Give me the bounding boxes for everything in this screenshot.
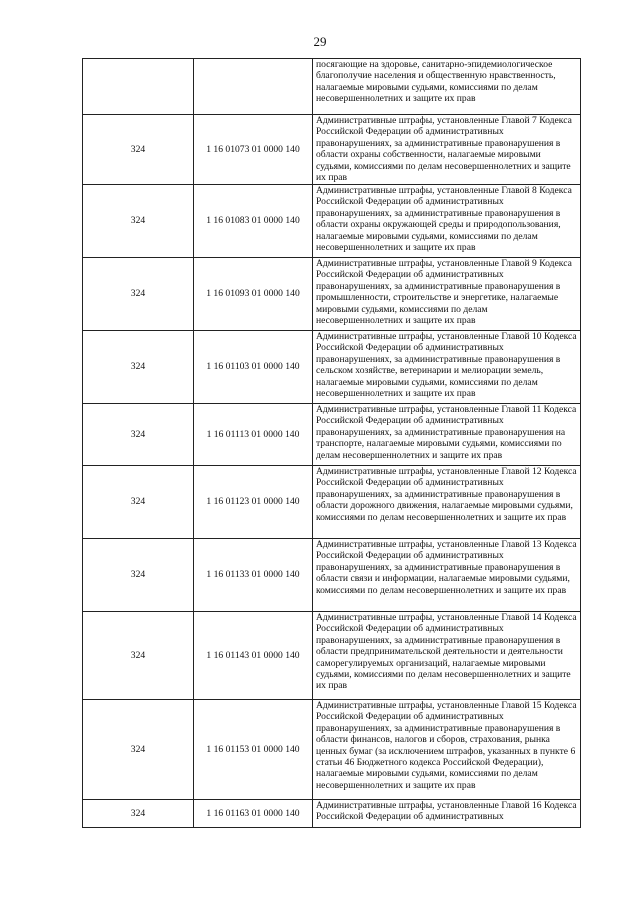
table-row (83, 59, 581, 115)
table-row (83, 539, 581, 612)
table-row (83, 115, 581, 185)
budget-code-cell: 1 16 01133 01 0000 140 (194, 539, 313, 612)
budget-code-cell: 1 16 01163 01 0000 140 (194, 800, 313, 828)
table-row (83, 700, 581, 800)
description-cell: Административные штрафы, установленные Главой 12 Кодекса Российской Федерации об административных правонарушениях, за административные правонарушения в области дорожного движения, налагаемые мировыми судьями, комиссиями по делам несовершеннолетних и защите их прав (313, 466, 581, 539)
admin-code-cell: 324 (83, 331, 194, 404)
admin-code-cell: 324 (83, 115, 194, 185)
description-cell: Административные штрафы, установленные Главой 16 Кодекса Российской Федерации об административных (313, 800, 581, 828)
admin-code-cell: 324 (83, 539, 194, 612)
table-row (83, 258, 581, 331)
budget-codes-table (82, 58, 581, 828)
budget-code-cell: 1 16 01123 01 0000 140 (194, 466, 313, 539)
admin-code-cell (83, 59, 194, 115)
table-row (83, 331, 581, 404)
budget-code-cell: 1 16 01083 01 0000 140 (194, 185, 313, 258)
description-cell: Административные штрафы, установленные Главой 8 Кодекса Российской Федерации об административных правонарушениях, за административные правонарушения в области охраны окружающей среды и природопользования, налагаемые мировыми судьями, комиссиями по делам несовершеннолетних и защите их прав (313, 185, 581, 258)
table-row (83, 612, 581, 700)
description-cell: Административные штрафы, установленные Главой 10 Кодекса Российской Федерации об административных правонарушениях, за административные правонарушения в сельском хозяйстве, ветеринарии и мелиорации земель, налагаемые мировыми судьями, комиссиями по делам несовершеннолетних и защите их прав (313, 331, 581, 404)
description-cell: посягающие на здоровье, санитарно-эпидемиологическое благополучие населения и общественную нравственность, налагаемые мировыми судьями, комиссиями по делам несовершеннолетних и защите их прав (313, 59, 581, 115)
budget-code-cell: 1 16 01143 01 0000 140 (194, 612, 313, 700)
description-cell: Административные штрафы, установленные Главой 11 Кодекса Российской Федерации об административных правонарушениях, за административные правонарушения на транспорте, налагаемые мировыми судьями, комиссиями по делам несовершеннолетних и защите их прав (313, 404, 581, 466)
admin-code-cell: 324 (83, 185, 194, 258)
budget-code-cell: 1 16 01153 01 0000 140 (194, 700, 313, 800)
page-number: 29 (313, 34, 327, 49)
admin-code-cell: 324 (83, 612, 194, 700)
table-row (83, 404, 581, 466)
budget-code-cell: 1 16 01093 01 0000 140 (194, 258, 313, 331)
admin-code-cell: 324 (83, 258, 194, 331)
budget-code-cell: 1 16 01103 01 0000 140 (194, 331, 313, 404)
description-cell: Административные штрафы, установленные Главой 15 Кодекса Российской Федерации об административных правонарушениях, за административные правонарушения в области финансов, налогов и сборов, страхования, рынка ценных бумаг (за исключением штрафов, указанных в пункте 6 статьи 46 Бюджетного кодекса Российской Федерации), налагаемые мировыми судьями, комиссиями по делам несовершеннолетних и защите их прав (313, 700, 581, 800)
budget-code-cell (194, 59, 313, 115)
admin-code-cell: 324 (83, 800, 194, 828)
budget-code-cell: 1 16 01073 01 0000 140 (194, 115, 313, 185)
description-cell: Административные штрафы, установленные Главой 9 Кодекса Российской Федерации об административных правонарушениях, за административные правонарушения в промышленности, строительстве и энергетике, налагаемые мировыми судьями, комиссиями по делам несовершеннолетних и защите их прав (313, 258, 581, 331)
table-row (83, 800, 581, 828)
table-row (83, 466, 581, 539)
admin-code-cell: 324 (83, 404, 194, 466)
budget-code-cell: 1 16 01113 01 0000 140 (194, 404, 313, 466)
description-cell: Административные штрафы, установленные Главой 13 Кодекса Российской Федерации об административных правонарушениях, за административные правонарушения в области связи и информации, налагаемые мировыми судьями, комиссиями по делам несовершеннолетних и защите их прав (313, 539, 581, 612)
description-cell: Административные штрафы, установленные Главой 14 Кодекса Российской Федерации об административных правонарушениях, за административные правонарушения в области предпринимательской деятельности и деятельности саморегулируемых организаций, налагаемые мировыми судьями, комиссиями по делам несовершеннолетних и защите их прав (313, 612, 581, 700)
admin-code-cell: 324 (83, 466, 194, 539)
description-cell: Административные штрафы, установленные Главой 7 Кодекса Российской Федерации об административных правонарушениях, за административные правонарушения в области охраны собственности, налагаемые мировыми судьями, комиссиями по делам несовершеннолетних и защите их прав (313, 115, 581, 185)
table-row (83, 185, 581, 258)
admin-code-cell: 324 (83, 700, 194, 800)
